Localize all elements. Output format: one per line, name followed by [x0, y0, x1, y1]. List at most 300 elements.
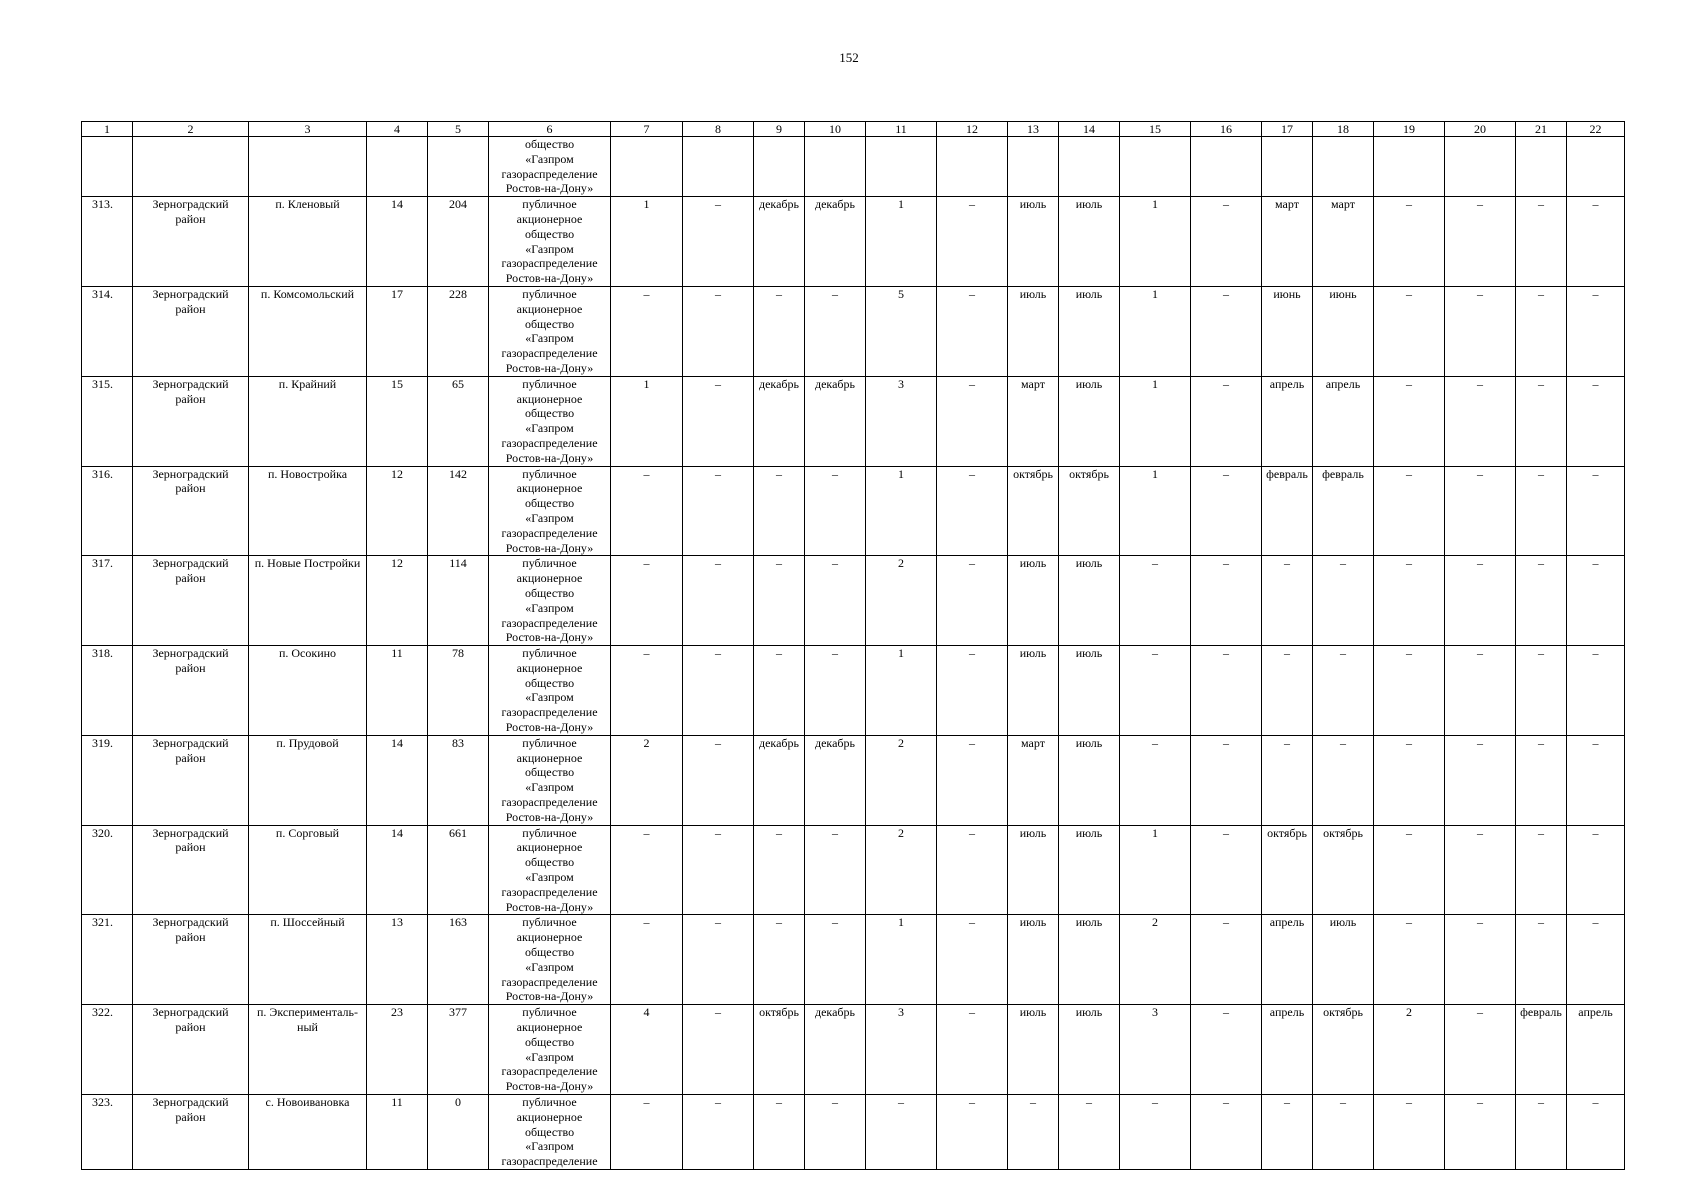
cell-col-9: октябрь	[754, 1005, 805, 1095]
cell-line: район	[175, 660, 206, 675]
table-row	[82, 1095, 1625, 1170]
cell-col-7: 4	[611, 1005, 683, 1095]
cell-col-14: июль	[1059, 646, 1120, 736]
cell-col-4: 14	[367, 735, 428, 825]
cell-col-19: –	[1374, 1095, 1445, 1170]
cell-col-12: –	[937, 646, 1008, 736]
cell-col-21: –	[1516, 466, 1567, 556]
cell-line: Зерноградский	[152, 825, 229, 840]
cell-line: газораспределение	[501, 435, 598, 450]
cell-line: Зерноградский	[152, 1095, 229, 1109]
continuation-cell-22	[1567, 137, 1625, 197]
cell-col-20: –	[1445, 286, 1516, 376]
continuation-cell-11	[866, 137, 937, 197]
cell-col-14: июль	[1059, 286, 1120, 376]
header-row	[82, 122, 1625, 137]
cell-col-14: июль	[1059, 197, 1120, 287]
cell-line: общество	[524, 1034, 575, 1049]
table-row	[82, 825, 1625, 915]
cell-col-9: –	[754, 556, 805, 646]
cell-col-19: –	[1374, 915, 1445, 1005]
cell-col-21: –	[1516, 197, 1567, 287]
cell-col-3	[249, 825, 367, 915]
cell-col-1: 313.	[82, 197, 133, 287]
cell-col-6	[489, 286, 611, 376]
cell-col-13: март	[1008, 735, 1059, 825]
column-header-4: 4	[367, 122, 428, 137]
continuation-cell-9	[754, 137, 805, 197]
continuation-cell-2	[133, 137, 249, 197]
data-table	[81, 121, 1625, 1170]
cell-col-9: декабрь	[754, 376, 805, 466]
cell-col-18: июль	[1313, 915, 1374, 1005]
cell-line: Ростов-на-Дону»	[505, 1079, 594, 1094]
cell-line: «Газпром	[525, 690, 574, 705]
column-header-7: 7	[611, 122, 683, 137]
cell-col-13: июль	[1008, 197, 1059, 287]
cell-line: п. Прудовой	[276, 735, 339, 750]
cell-col-18: март	[1313, 197, 1374, 287]
cell-line: Зерноградский	[152, 915, 229, 930]
table-row	[82, 197, 1625, 287]
cell-col-7: 2	[611, 735, 683, 825]
cell-col-16: –	[1191, 825, 1262, 915]
cell-col-10: декабрь	[805, 735, 866, 825]
cell-col-11: 3	[866, 1005, 937, 1095]
cell-col-3	[249, 556, 367, 646]
cell-line: акционерное	[516, 1020, 583, 1035]
cell-col-12: –	[937, 197, 1008, 287]
column-header-8: 8	[683, 122, 754, 137]
cell-line: акционерное	[516, 1109, 583, 1124]
cell-col-3	[249, 1005, 367, 1095]
cell-col-2	[133, 1005, 249, 1095]
cell-col-16: –	[1191, 286, 1262, 376]
cell-col-4: 15	[367, 376, 428, 466]
cell-col-2	[133, 646, 249, 736]
cell-line: район	[175, 930, 206, 945]
cell-col-2	[133, 197, 249, 287]
cell-line: Ростов-на-Дону»	[505, 360, 594, 375]
cell-col-6	[489, 376, 611, 466]
cell-col-18: –	[1313, 556, 1374, 646]
cell-line: «Газпром	[525, 151, 574, 166]
column-header-11: 11	[866, 122, 937, 137]
cell-col-15: 1	[1120, 825, 1191, 915]
cell-line: п. Осокино	[278, 646, 337, 661]
continuation-cell-12	[937, 137, 1008, 197]
cell-line: акционерное	[516, 660, 583, 675]
cell-col-5: 661	[428, 825, 489, 915]
column-header-21: 21	[1516, 122, 1567, 137]
cell-col-20: –	[1445, 646, 1516, 736]
cell-col-21: февраль	[1516, 1005, 1567, 1095]
cell-col-2	[133, 376, 249, 466]
cell-col-21: –	[1516, 915, 1567, 1005]
continuation-cell-20	[1445, 137, 1516, 197]
cell-col-19: –	[1374, 466, 1445, 556]
continuation-cell-3	[249, 137, 367, 197]
cell-col-6	[489, 646, 611, 736]
cell-col-4: 17	[367, 286, 428, 376]
cell-line: акционерное	[516, 481, 583, 496]
column-header-13: 13	[1008, 122, 1059, 137]
column-header-6: 6	[489, 122, 611, 137]
continuation-cell-1	[82, 137, 133, 197]
cell-col-1: 316.	[82, 466, 133, 556]
cell-col-19: –	[1374, 646, 1445, 736]
cell-line: район	[175, 750, 206, 765]
cell-col-12: –	[937, 915, 1008, 1005]
cell-col-19: –	[1374, 286, 1445, 376]
continuation-cell-6	[489, 137, 611, 197]
cell-col-10: –	[805, 466, 866, 556]
cell-col-17: апрель	[1262, 1005, 1313, 1095]
cell-col-15: –	[1120, 646, 1191, 736]
cell-col-10: декабрь	[805, 376, 866, 466]
column-header-17: 17	[1262, 122, 1313, 137]
cell-col-7: –	[611, 286, 683, 376]
cell-line: район	[175, 391, 206, 406]
cell-col-3	[249, 646, 367, 736]
cell-col-7: –	[611, 646, 683, 736]
cell-line: общество	[524, 585, 575, 600]
cell-line: Ростов-на-Дону»	[505, 271, 594, 286]
cell-line: район	[175, 1109, 206, 1124]
cell-col-12: –	[937, 1095, 1008, 1170]
cell-col-4: 13	[367, 915, 428, 1005]
column-header-20: 20	[1445, 122, 1516, 137]
cell-col-20: –	[1445, 1005, 1516, 1095]
cell-col-8: –	[683, 466, 754, 556]
cell-col-2	[133, 466, 249, 556]
cell-col-10: –	[805, 825, 866, 915]
cell-col-3	[249, 735, 367, 825]
cell-line: п. Новые Постройки	[254, 556, 361, 571]
cell-col-16: –	[1191, 646, 1262, 736]
cell-col-18: –	[1313, 735, 1374, 825]
cell-col-22: –	[1567, 376, 1625, 466]
cell-col-13: октябрь	[1008, 466, 1059, 556]
cell-col-22: –	[1567, 286, 1625, 376]
cell-col-15: –	[1120, 556, 1191, 646]
cell-col-22: –	[1567, 825, 1625, 915]
cell-line: публичное	[522, 825, 577, 840]
cell-col-14: июль	[1059, 376, 1120, 466]
cell-line: газораспределение	[501, 884, 598, 899]
cell-col-16: –	[1191, 1095, 1262, 1170]
cell-line: Ростов-на-Дону»	[505, 989, 594, 1004]
cell-col-9: декабрь	[754, 197, 805, 287]
cell-col-21: –	[1516, 646, 1567, 736]
continuation-cell-15	[1120, 137, 1191, 197]
cell-col-7: 1	[611, 197, 683, 287]
cell-col-22: –	[1567, 915, 1625, 1005]
cell-line: район	[175, 840, 206, 855]
cell-col-17: –	[1262, 646, 1313, 736]
cell-col-18: апрель	[1313, 376, 1374, 466]
cell-col-11: 1	[866, 646, 937, 736]
cell-col-12: –	[937, 376, 1008, 466]
cell-line: район	[175, 301, 206, 316]
cell-line: п. Сорговый	[275, 825, 340, 840]
cell-col-1: 322.	[82, 1005, 133, 1095]
cell-col-2	[133, 825, 249, 915]
cell-col-12: –	[937, 556, 1008, 646]
cell-col-15: 1	[1120, 466, 1191, 556]
cell-col-8: –	[683, 1005, 754, 1095]
cell-line: общество	[524, 945, 575, 960]
cell-line: газораспределение	[501, 1154, 598, 1169]
cell-col-16: –	[1191, 556, 1262, 646]
column-header-3: 3	[249, 122, 367, 137]
cell-col-7: 1	[611, 376, 683, 466]
cell-col-20: –	[1445, 825, 1516, 915]
cell-line: публичное	[522, 197, 577, 212]
cell-line: газораспределение	[501, 795, 598, 810]
continuation-cell-21	[1516, 137, 1567, 197]
cell-col-12: –	[937, 735, 1008, 825]
cell-col-1: 317.	[82, 556, 133, 646]
cell-col-18: –	[1313, 1095, 1374, 1170]
cell-col-12: –	[937, 286, 1008, 376]
cell-col-15: 1	[1120, 197, 1191, 287]
cell-col-15: 2	[1120, 915, 1191, 1005]
cell-col-8: –	[683, 915, 754, 1005]
cell-line: Ростов-на-Дону»	[505, 630, 594, 645]
continuation-cell-17	[1262, 137, 1313, 197]
cell-col-14: –	[1059, 1095, 1120, 1170]
cell-col-5: 228	[428, 286, 489, 376]
cell-col-16: –	[1191, 915, 1262, 1005]
page-number: 152	[839, 50, 859, 65]
cell-col-3	[249, 376, 367, 466]
cell-col-3	[249, 1095, 367, 1170]
column-header-1: 1	[82, 122, 133, 137]
cell-line: «Газпром	[525, 331, 574, 346]
cell-col-7: –	[611, 466, 683, 556]
cell-line: общество	[524, 406, 575, 421]
cell-line: п. Комсомольский	[260, 286, 355, 301]
cell-col-15: –	[1120, 1095, 1191, 1170]
cell-col-5: 78	[428, 646, 489, 736]
column-header-2: 2	[133, 122, 249, 137]
cell-line: «Газпром	[525, 870, 574, 885]
continuation-cell-13	[1008, 137, 1059, 197]
cell-col-16: –	[1191, 197, 1262, 287]
cell-line: публичное	[522, 1095, 577, 1109]
cell-col-9: –	[754, 466, 805, 556]
cell-col-11: 2	[866, 735, 937, 825]
continuation-cell-7	[611, 137, 683, 197]
cell-line: п. Эксперименталь-	[257, 1005, 358, 1020]
cell-col-10: декабрь	[805, 197, 866, 287]
cell-col-13: июль	[1008, 825, 1059, 915]
cell-line: общество	[524, 675, 575, 690]
cell-col-11: –	[866, 1095, 937, 1170]
cell-col-6	[489, 197, 611, 287]
cell-col-17: апрель	[1262, 376, 1313, 466]
cell-col-11: 2	[866, 556, 937, 646]
cell-col-11: 3	[866, 376, 937, 466]
cell-line: Ростов-на-Дону»	[505, 899, 594, 914]
cell-line: Зерноградский	[152, 735, 229, 750]
cell-col-17: –	[1262, 556, 1313, 646]
continuation-cell-19	[1374, 137, 1445, 197]
continuation-cell-10	[805, 137, 866, 197]
cell-col-14: июль	[1059, 915, 1120, 1005]
cell-col-8: –	[683, 735, 754, 825]
cell-col-2	[133, 286, 249, 376]
continuation-cell-14	[1059, 137, 1120, 197]
cell-line: «Газпром	[525, 1139, 574, 1154]
cell-col-18: октябрь	[1313, 825, 1374, 915]
cell-line: Зерноградский	[152, 556, 229, 571]
cell-col-2	[133, 735, 249, 825]
cell-line: публичное	[522, 1005, 577, 1020]
cell-col-2	[133, 556, 249, 646]
table-body	[82, 122, 1625, 1170]
cell-col-19: –	[1374, 735, 1445, 825]
cell-col-17: –	[1262, 1095, 1313, 1170]
cell-line: акционерное	[516, 211, 583, 226]
continuation-cell-16	[1191, 137, 1262, 197]
cell-col-5: 204	[428, 197, 489, 287]
cell-col-5: 83	[428, 735, 489, 825]
cell-col-1: 319.	[82, 735, 133, 825]
cell-line: публичное	[522, 376, 577, 391]
cell-line: «Газпром	[525, 421, 574, 436]
cell-col-21: –	[1516, 1095, 1567, 1170]
cell-col-19: 2	[1374, 1005, 1445, 1095]
cell-line: газораспределение	[501, 705, 598, 720]
cell-col-5: 377	[428, 1005, 489, 1095]
cell-col-11: 2	[866, 825, 937, 915]
cell-line: Ростов-на-Дону»	[505, 720, 594, 735]
cell-col-20: –	[1445, 556, 1516, 646]
cell-col-11: 1	[866, 466, 937, 556]
cell-col-3	[249, 466, 367, 556]
cell-line: общество	[524, 765, 575, 780]
cell-col-9: декабрь	[754, 735, 805, 825]
cell-col-20: –	[1445, 1095, 1516, 1170]
cell-col-3	[249, 915, 367, 1005]
cell-col-8: –	[683, 556, 754, 646]
table-row	[82, 556, 1625, 646]
cell-col-12: –	[937, 466, 1008, 556]
cell-col-10: –	[805, 915, 866, 1005]
cell-col-21: –	[1516, 286, 1567, 376]
cell-line: общество	[524, 137, 575, 151]
cell-col-12: –	[937, 825, 1008, 915]
cell-col-13: июль	[1008, 915, 1059, 1005]
cell-col-17: апрель	[1262, 915, 1313, 1005]
cell-col-6	[489, 735, 611, 825]
cell-line: газораспределение	[501, 256, 598, 271]
cell-line: «Газпром	[525, 1049, 574, 1064]
cell-col-8: –	[683, 825, 754, 915]
cell-line: «Газпром	[525, 510, 574, 525]
cell-col-6	[489, 1005, 611, 1095]
cell-col-11: 1	[866, 197, 937, 287]
cell-col-6	[489, 825, 611, 915]
cell-col-8: –	[683, 286, 754, 376]
column-header-22: 22	[1567, 122, 1625, 137]
cell-col-2	[133, 1095, 249, 1170]
table-row	[82, 915, 1625, 1005]
cell-col-20: –	[1445, 735, 1516, 825]
column-header-12: 12	[937, 122, 1008, 137]
cell-col-10: –	[805, 646, 866, 736]
cell-col-9: –	[754, 915, 805, 1005]
table-row	[82, 735, 1625, 825]
cell-line: п. Шоссейный	[270, 915, 345, 930]
cell-col-21: –	[1516, 735, 1567, 825]
column-header-16: 16	[1191, 122, 1262, 137]
cell-line: акционерное	[516, 391, 583, 406]
cell-line: публичное	[522, 915, 577, 930]
cell-col-12: –	[937, 1005, 1008, 1095]
cell-line: акционерное	[516, 750, 583, 765]
cell-col-20: –	[1445, 376, 1516, 466]
cell-line: публичное	[522, 556, 577, 571]
cell-line: общество	[524, 496, 575, 511]
cell-col-6	[489, 466, 611, 556]
cell-col-1: 321.	[82, 915, 133, 1005]
cell-col-4: 12	[367, 466, 428, 556]
cell-col-1: 314.	[82, 286, 133, 376]
cell-col-21: –	[1516, 825, 1567, 915]
cell-col-2	[133, 915, 249, 1005]
table-row	[82, 1005, 1625, 1095]
cell-col-18: октябрь	[1313, 1005, 1374, 1095]
cell-line: Ростов-на-Дону»	[505, 809, 594, 824]
cell-line: Зерноградский	[152, 646, 229, 661]
cell-col-18: –	[1313, 646, 1374, 736]
cell-line: акционерное	[516, 840, 583, 855]
cell-col-4: 12	[367, 556, 428, 646]
table-row	[82, 466, 1625, 556]
cell-col-1: 323.	[82, 1095, 133, 1170]
cell-col-11: 1	[866, 915, 937, 1005]
column-header-9: 9	[754, 122, 805, 137]
cell-line: «Газпром	[525, 780, 574, 795]
cell-col-1: 318.	[82, 646, 133, 736]
cell-col-9: –	[754, 825, 805, 915]
cell-col-17: март	[1262, 197, 1313, 287]
cell-col-4: 14	[367, 825, 428, 915]
column-header-19: 19	[1374, 122, 1445, 137]
cell-line: Зерноградский	[152, 286, 229, 301]
cell-col-10: декабрь	[805, 1005, 866, 1095]
cell-col-19: –	[1374, 825, 1445, 915]
cell-col-7: –	[611, 825, 683, 915]
cell-line: газораспределение	[501, 1064, 598, 1079]
cell-col-1: 315.	[82, 376, 133, 466]
cell-col-17: –	[1262, 735, 1313, 825]
cell-col-8: –	[683, 1095, 754, 1170]
cell-col-7: –	[611, 556, 683, 646]
column-header-14: 14	[1059, 122, 1120, 137]
cell-col-5: 0	[428, 1095, 489, 1170]
cell-col-18: июнь	[1313, 286, 1374, 376]
cell-col-22: –	[1567, 735, 1625, 825]
cell-col-16: –	[1191, 735, 1262, 825]
cell-col-5: 142	[428, 466, 489, 556]
cell-col-4: 14	[367, 197, 428, 287]
cell-col-18: февраль	[1313, 466, 1374, 556]
cell-col-15: 3	[1120, 1005, 1191, 1095]
